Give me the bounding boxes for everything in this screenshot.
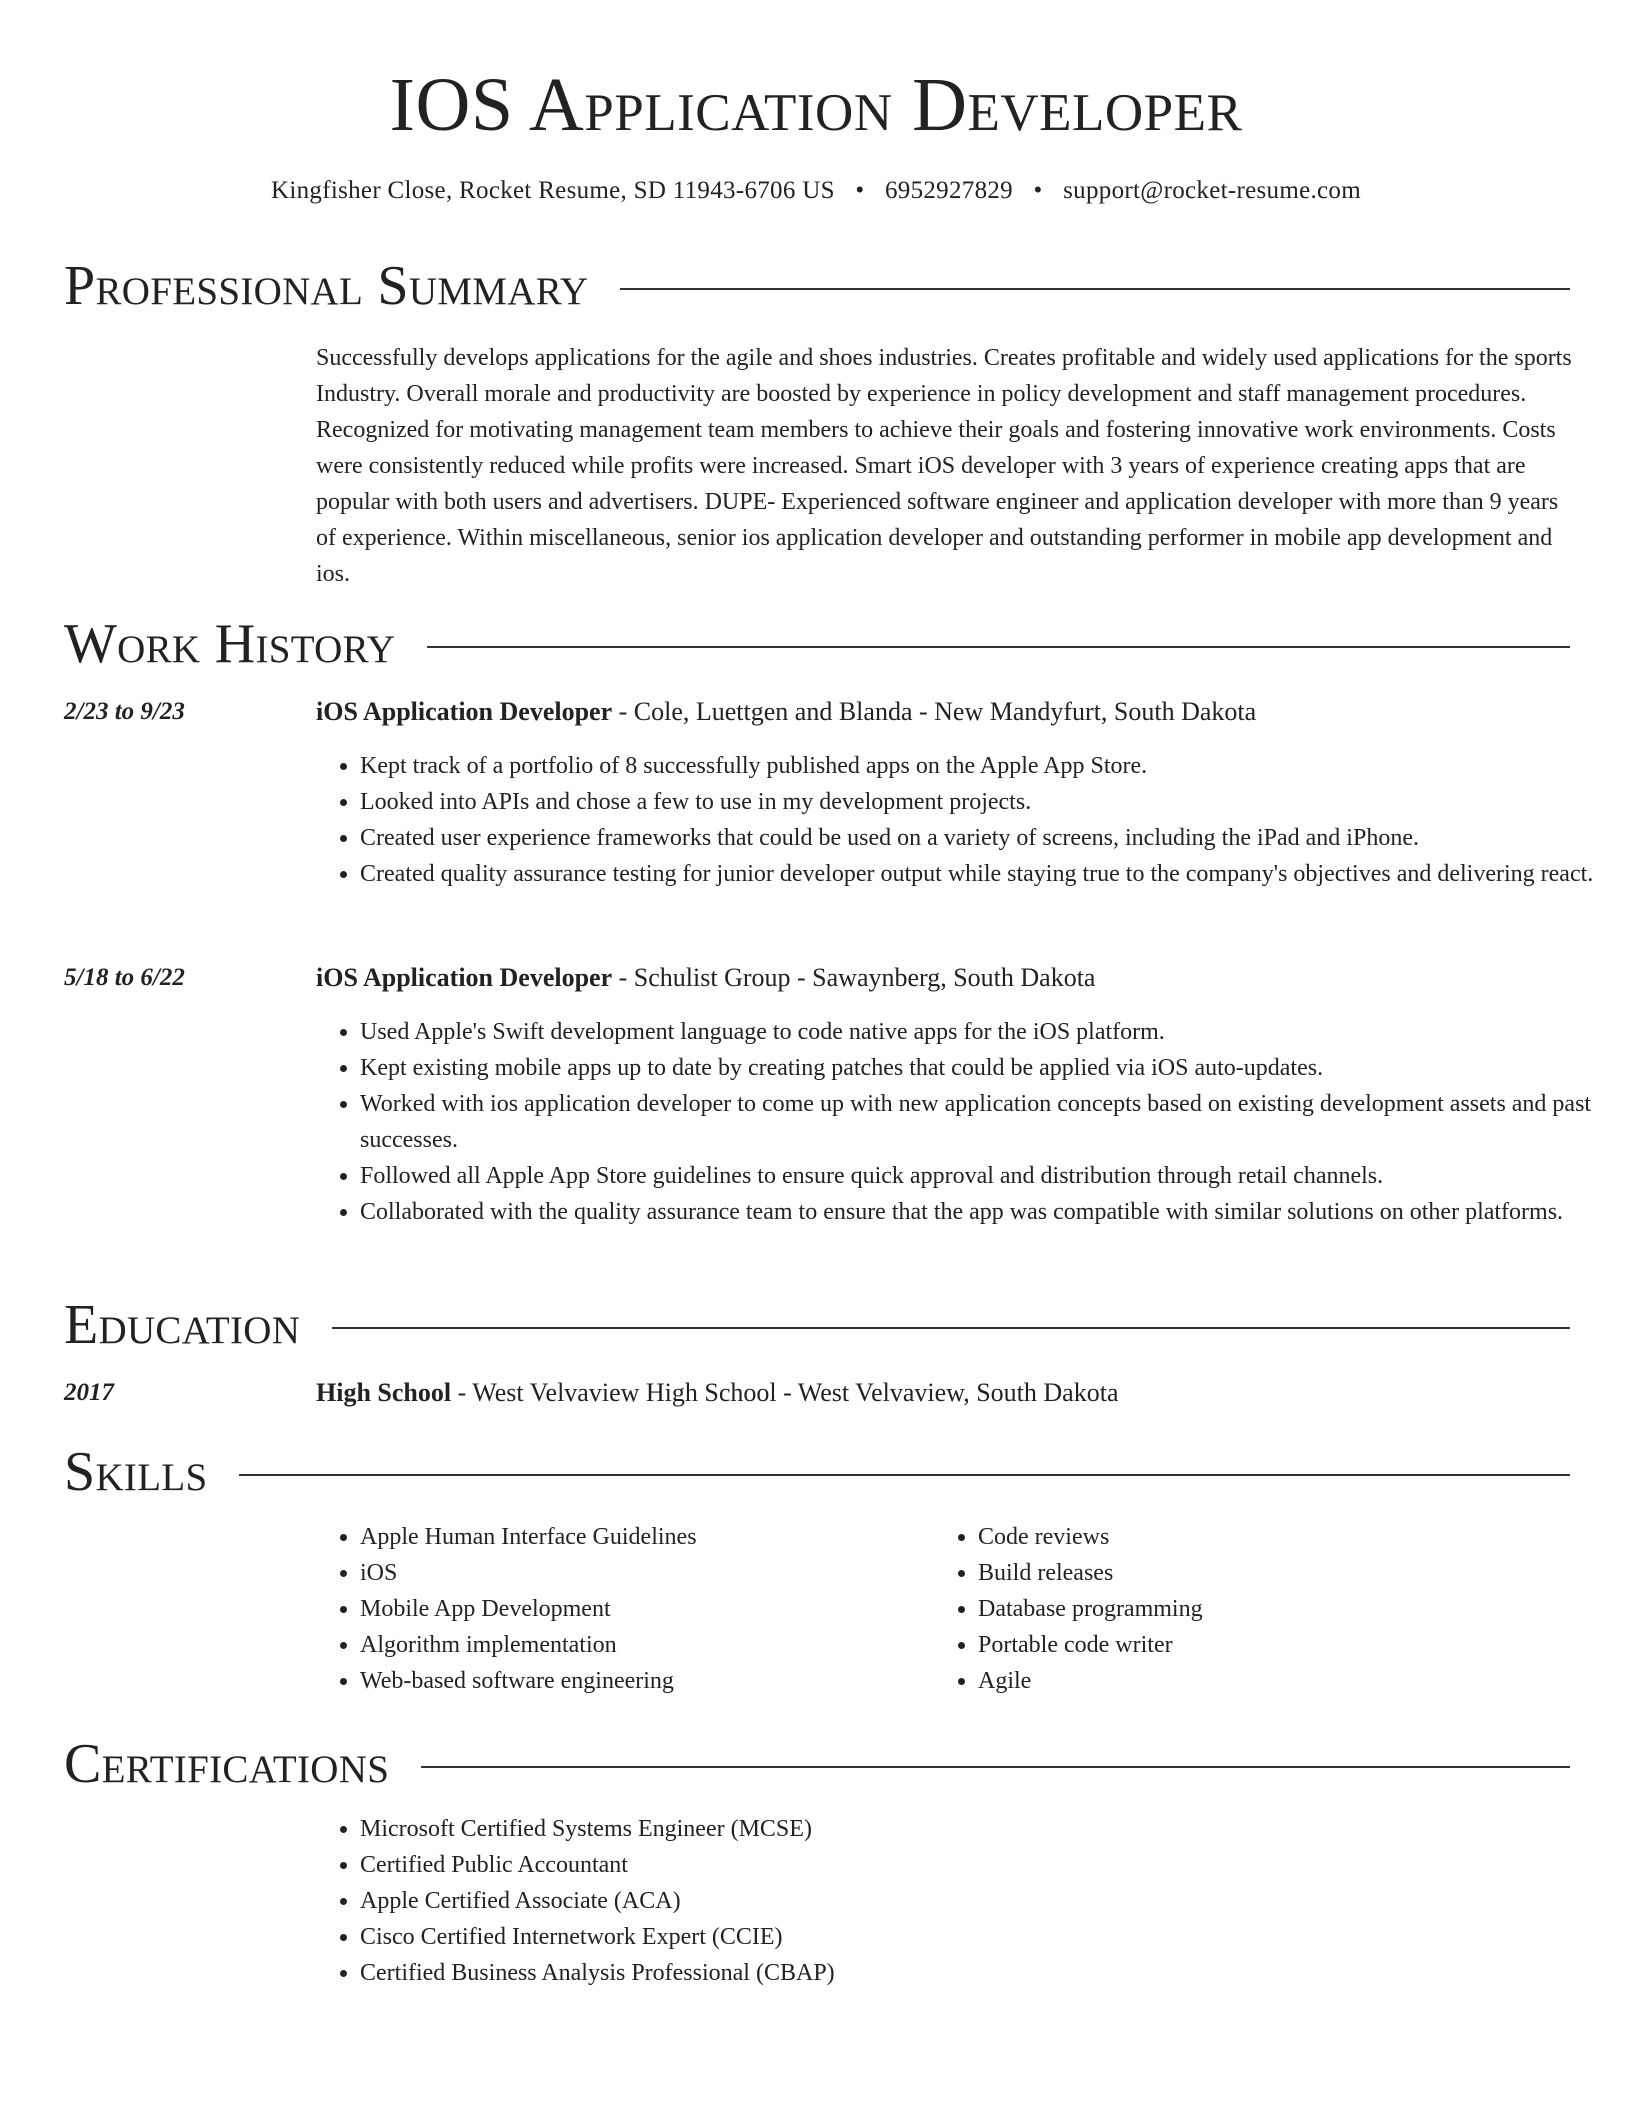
certification-item: • Apple Certified Associate (ACA): [360, 1883, 1620, 1919]
education-heading: [316, 1375, 1119, 1411]
list-item: • Kept track of a portfolio of 8 successfully published apps on the Apple App Store.: [360, 748, 1620, 784]
section-title: Work History: [64, 613, 396, 675]
section-divider: [332, 1327, 1570, 1329]
summary-text: Successfully develops applications for the agile and shoes industries. Creates profitable and widely used applications for the sports Industry. Overall morale and productivity are boosted by experience in policy development and staff management procedures. Recognized for motivating management team members to achieve their goals and fostering innovative work environments. Costs were consistently reduced while profits were increased. Smart iOS developer with 3 years of experience creating apps that are popular with both users and advertisers. DUPE- Experienced software engineer and application developer with more than 9 years of experience. Within miscellaneous, senior ios application developer and outstanding performer in mobile app development and ios.: [316, 345, 1572, 587]
contact-address: Kingfisher Close, Rocket Resume, SD 11943-6706 US: [271, 177, 835, 204]
skill-item: • Mobile App Development: [360, 1591, 960, 1627]
certification-item: • Certified Public Accountant: [360, 1847, 1620, 1883]
skill-item: • Apple Human Interface Guidelines: [360, 1519, 960, 1555]
skill-item: • Code reviews: [978, 1519, 1578, 1555]
list-item: • Used Apple's Swift development language to code native apps for the iOS platform.: [360, 1014, 1620, 1050]
section-title: Professional Summary: [64, 255, 589, 317]
section-title: Certifications: [64, 1733, 390, 1795]
job-details: - Cole, Luettgen and Blanda - New Mandyfurt, South Dakota: [612, 697, 1257, 726]
certifications-list: [316, 1811, 1620, 1991]
section-title: Skills: [64, 1441, 208, 1503]
candidate-name: IOS Application Developer: [389, 63, 1243, 147]
education-degree: High School: [316, 1378, 452, 1407]
job-heading: [316, 694, 1256, 730]
skill-item: • iOS: [360, 1555, 960, 1591]
list-item: • Collaborated with the quality assurance team to ensure that the app was compatible with similar solutions on other platforms.: [360, 1194, 1620, 1230]
section-skills-heading: [64, 1440, 1570, 1504]
job-bullets: [316, 748, 1620, 892]
section-divider: [239, 1474, 1570, 1476]
skill-item: • Database programming: [978, 1591, 1578, 1627]
skills-list-right: [934, 1519, 1578, 1699]
job-role: iOS Application Developer: [316, 697, 613, 726]
education-year: 2017: [64, 1379, 114, 1406]
job-heading: [316, 960, 1095, 996]
education-details: - West Velvaview High School - West Velvaview, South Dakota: [451, 1378, 1119, 1407]
job-role: iOS Application Developer: [316, 963, 613, 992]
job-dates: 2/23 to 9/23: [64, 698, 185, 725]
list-item: • Kept existing mobile apps up to date by creating patches that could be applied via iOS auto-updates.: [360, 1050, 1620, 1086]
job-bullets: [316, 1014, 1620, 1230]
skill-item: • Web-based software engineering: [360, 1663, 960, 1699]
contact-phone: 6952927829: [884, 177, 1013, 204]
section-divider: [620, 288, 1570, 290]
section-title: Education: [64, 1294, 301, 1356]
list-item: • Worked with ios application developer to come up with new application concepts based on existing development assets and past successes.: [360, 1086, 1620, 1158]
section-work-heading: [64, 612, 1570, 676]
contact-separator: •: [1033, 177, 1043, 204]
skills-list-left: [316, 1519, 960, 1699]
section-education-heading: [64, 1293, 1570, 1357]
skill-item: • Agile: [978, 1663, 1578, 1699]
skill-item: • Algorithm implementation: [360, 1627, 960, 1663]
contact-separator: •: [855, 177, 865, 204]
job-dates: 5/18 to 6/22: [64, 964, 185, 991]
certification-item: • Microsoft Certified Systems Engineer (MCSE): [360, 1811, 1620, 1847]
contact-line: [0, 174, 1632, 208]
section-certifications-heading: [64, 1732, 1570, 1796]
skill-item: • Build releases: [978, 1555, 1578, 1591]
section-divider: [427, 646, 1570, 648]
list-item: • Followed all Apple App Store guidelines to ensure quick approval and distribution through retail channels.: [360, 1158, 1620, 1194]
list-item: • Created user experience frameworks that could be used on a variety of screens, including the iPad and iPhone.: [360, 820, 1620, 856]
skill-item: • Portable code writer: [978, 1627, 1578, 1663]
certification-item: • Cisco Certified Internetwork Expert (CCIE): [360, 1919, 1620, 1955]
contact-email: support@rocket-resume.com: [1063, 177, 1361, 204]
job-details: - Schulist Group - Sawaynberg, South Dakota: [612, 963, 1096, 992]
section-summary-heading: [64, 254, 1570, 318]
list-item: • Looked into APIs and chose a few to use in my development projects.: [360, 784, 1620, 820]
certification-item: • Certified Business Analysis Professional (CBAP): [360, 1955, 1620, 1991]
section-divider: [421, 1766, 1570, 1768]
list-item: • Created quality assurance testing for junior developer output while staying true to the company's objectives and delivering react.: [360, 856, 1620, 892]
